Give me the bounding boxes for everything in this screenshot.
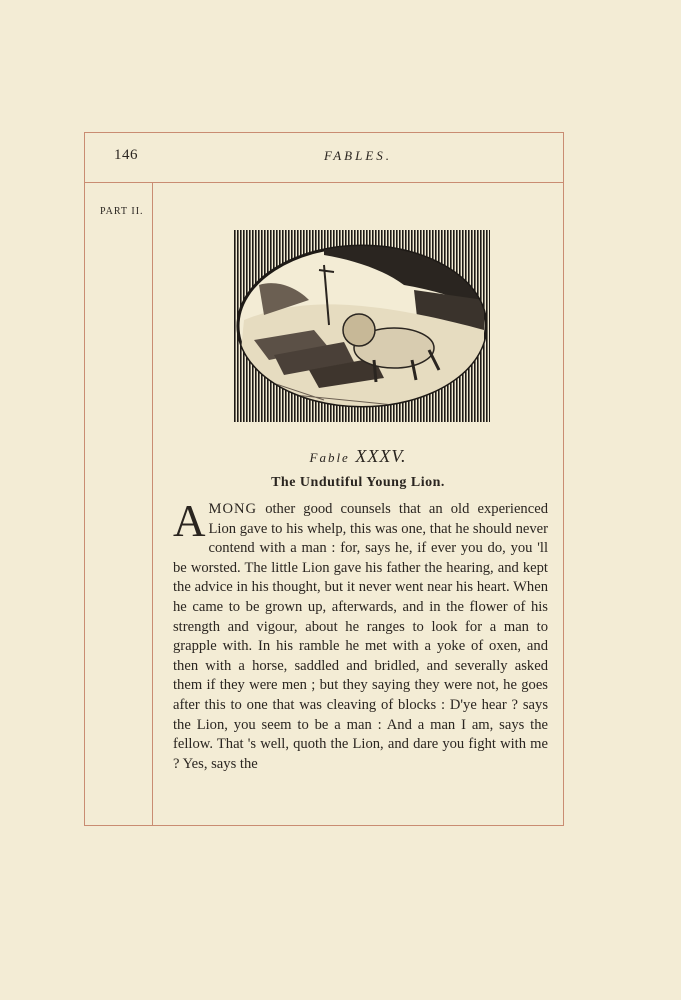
fable-subtitle: The Undutiful Young Lion. <box>271 475 445 490</box>
fable-body <box>173 496 548 774</box>
header-rule <box>84 182 564 183</box>
fable-title <box>152 446 564 467</box>
fable-title-number: XXXV. <box>355 446 407 466</box>
first-word: MONG <box>208 501 258 517</box>
part-label: PART II. <box>100 206 144 217</box>
body-text: other good counsels that an old experienced Lion gave to his whelp, this was one, that he should never contend with a man : for, says he, if ever you do, you 'll be worsted. The little Lion gave his father the hearing, and kept the advice in his thought, but it never went near his heart. When he came to be grown up, afterwards, and in the flower of his strength and vigour, about he ranges to look for a man to grapple with. In his ramble he met with a yoke of oxen, and then with a horse, saddled and bridled, and severally asked them if they were men ; but they saying they were not, he goes after this to one that was cleaving of blocks : D'ye hear ? says the Lion, you seem to be a man : And a man I am, says the fellow. That 's well, quoth the Lion, and dare you fight with me ? Yes, says the <box>173 501 548 772</box>
lion-engraving-icon <box>234 230 490 422</box>
page-number: 146 <box>114 147 138 163</box>
drop-cap: A <box>173 496 206 546</box>
fable-title-prefix: Fable <box>309 450 350 465</box>
margin-rule <box>152 182 153 826</box>
running-head: FABLES. <box>323 148 393 163</box>
